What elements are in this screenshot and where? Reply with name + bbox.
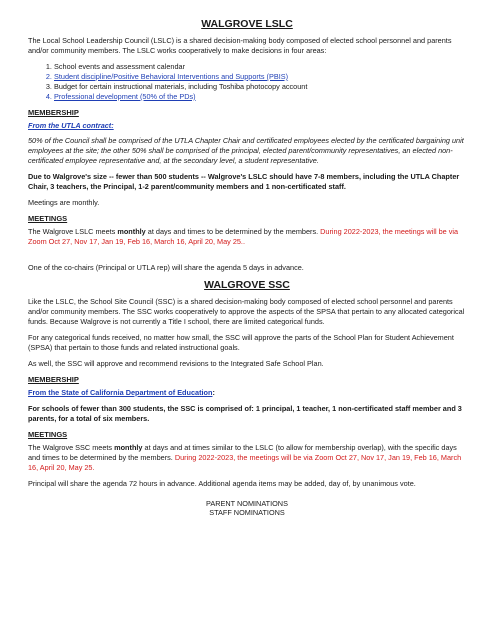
meetings-schedule: During 2022-2023, the meetings will be via Zoom Oct 27, Nov 17, Jan 19, Feb 16, March 16, April 20, May 25..	[28, 227, 459, 246]
lslc-intro: The Local School Leadership Council (LSLC) is a shared decision-making body composed of elected school personnel and parents and/or community members. The LSLC works cooperatively to make decisions in four areas:	[28, 36, 452, 55]
lslc-meetings-heading: MEETINGS	[28, 214, 68, 223]
ssc-meetings-heading: MEETINGS	[28, 430, 68, 439]
ssc-funds: For any categorical funds received, no matter how small, the SSC will approve the parts of the School Plan for Student Achievement (SPSA) that pertain to those funds and related instructional goals.	[28, 333, 454, 352]
lslc-title: WALGROVE LSLC	[201, 18, 293, 30]
state-doe-link[interactable]: From the State of California Department of Education	[28, 388, 213, 397]
ssc-agenda: Principal will share the agenda 72 hours in advance. Additional agenda items may be added, day of, by unanimous vote.	[28, 479, 416, 488]
meetings-schedule: During 2022-2023, the meetings will be via Zoom Oct 27, Nov 17, Jan 19, Feb 16, March 16, April 20, May 25.	[28, 453, 462, 472]
colon: :	[212, 388, 215, 397]
lslc-size-text: Due to Walgrove's size -- fewer than 500 students -- Walgrove's LSLC should have 7-8 members, including the UTLA Chapter Chair, 3 teachers, the Principal, 1-2 parent/community members and 1 non-certificated staff.	[28, 172, 460, 191]
lslc-areas-list	[28, 62, 466, 102]
ssc-meetings-text	[28, 443, 466, 473]
meetings-text-part: The Walgrove SSC meets	[28, 443, 115, 452]
parent-nominations: PARENT NOMINATIONS	[206, 499, 288, 508]
meetings-note: Meetings are monthly.	[28, 198, 100, 207]
meetings-text-part: at days and at times similar to the LSLC (to allow for membership overlap), with the specific days and times to be determined by the members.	[28, 443, 457, 462]
meetings-text-part: at days and times to be determined by the members.	[145, 227, 321, 236]
list-item-link[interactable]: 2. Student discipline/Positive Behavioral Interventions and Supports (PBIS)	[54, 72, 466, 82]
meetings-frequency: monthly	[117, 227, 146, 236]
ssc-title: WALGROVE SSC	[204, 279, 290, 291]
ssc-composition: For schools of fewer than 300 students, the SSC is comprised of: 1 principal, 1 teacher, 1 non-certificated staff member and 3 parents, for a total of six members.	[28, 404, 462, 423]
meetings-frequency: monthly	[114, 443, 143, 452]
contract-text: 50% of the Council shall be comprised of the UTLA Chapter Chair and certificated employees elected by the certificated bargaining unit employees at the site; the other 50% shall be comprised of the principal, elected parent/community representatives, an elected non-certificated employee representative and, at the secondary level, a student representative.	[28, 136, 464, 165]
ssc-safe-school: As well, the SSC will approve and recommend revisions to the Integrated Safe School Plan.	[28, 359, 324, 368]
list-item-link[interactable]: 4. Professional development (50% of the PDs)	[54, 92, 466, 102]
lslc-membership-heading: MEMBERSHIP	[28, 108, 79, 117]
staff-nominations: STAFF NOMINATIONS	[209, 508, 285, 517]
ssc-membership-heading: MEMBERSHIP	[28, 375, 79, 384]
nominations-footer	[28, 499, 466, 517]
ssc-intro: Like the LSLC, the School Site Council (SSC) is a shared decision-making body composed of elected school personnel and parents and/or community members. The SSC works cooperatively to approve the aspects of the SPSA that pertain to any allocated categorical funds. Because Walgrove is not currently a Title I school, there are limited categorical funds.	[28, 297, 465, 326]
state-link-line	[28, 388, 466, 398]
cochairs-text: One of the co-chairs (Principal or UTLA rep) will share the agenda 5 days in advance.	[28, 263, 304, 272]
utla-contract-link[interactable]: From the UTLA contract:	[28, 121, 114, 130]
list-item: 3. Budget for certain instructional materials, including Toshiba photocopy account	[54, 82, 466, 92]
meetings-text-part: The Walgrove LSLC meets	[28, 227, 118, 236]
list-item: 1. School events and assessment calendar	[54, 62, 466, 72]
lslc-meetings-text	[28, 227, 466, 247]
